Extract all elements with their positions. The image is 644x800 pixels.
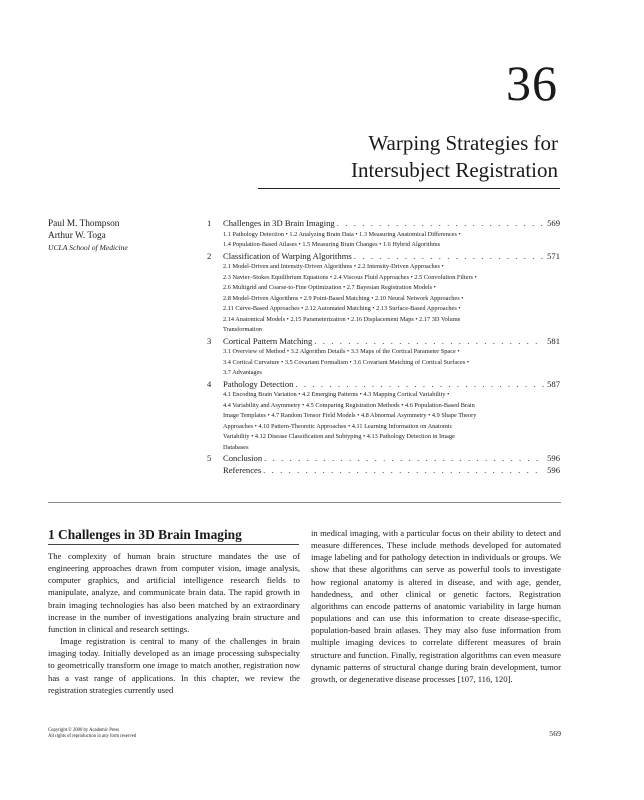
body-paragraph: in medical imaging, with a particular focus on their ability to detect and measure differences. These include methods developed for automated image labeling and for pathology detection in individuals or groups. We show that these algorithms can serve as powerful tools to investigate how regional anatomy is altered in disease, and with age, gender, handedness, and other clinical or genetic factors. Registration algorithms can encode patterns of anatomic variability in large human populations and can use this information to create disease-specific, population-based brain atlases. They may also fuse information from multiple imaging devices to correlate different measures of brain structure and function. Finally, registration algorithms can even measure dynamic patterns of structural change during brain development, tumor growth, or degenerative disease processes [107, 116, 120]. <box>311 528 561 684</box>
toc-subsection-line: 2.11 Curve-Based Approaches • 2.12 Automated Matching • 2.13 Surface-Based Approaches • <box>223 305 461 312</box>
toc-subsection-line: 2.14 Anatomical Models • 2.15 Parameterization • 2.16 Displacement Maps • 2.17 3D Volume <box>223 315 461 323</box>
toc-entry[interactable] <box>207 379 560 454</box>
toc-subsection-line: 2.1 Model-Driven and Intensity-Driven Algorithms • 2.2 Intensity-Driven Approaches • <box>223 263 444 270</box>
toc-entry-page[interactable]: 587 <box>547 378 560 389</box>
toc-subsection-line: 2.3 Navier–Stokes Equilibrium Equations • 2.4 Viscous Fluid Approaches • 2.5 Convolution Filters • <box>223 273 477 281</box>
toc-subsection-line: 2.6 Multigrid and Coarse-to-Fine Optimization • 2.7 Bayesian Registration Models • <box>223 284 436 291</box>
body-paragraph: The complexity of human brain structure mandates the use of engineering approaches drawn from computer vision, image analysis, computer graphics, and artificial intelligence research fields to manipulate, analyze, and communicate brain data. The rapid growth in brain imaging technologies has also been matched by an extraordinary increase in the number of investigations analyzing brain structure and function in clinical and research settings. <box>48 551 300 634</box>
toc-entry-title[interactable]: Conclusion <box>223 453 263 463</box>
toc-entry[interactable] <box>207 465 560 477</box>
toc-subsection-line: Transformation <box>223 326 262 333</box>
toc-entry[interactable] <box>207 336 560 379</box>
toc-dot-leader <box>314 336 544 348</box>
toc-entry-number: 2 <box>207 250 212 261</box>
table-of-contents <box>207 218 560 476</box>
toc-entry-page[interactable]: 569 <box>547 218 560 228</box>
toc-entry-title[interactable]: Cortical Pattern Matching <box>223 335 313 346</box>
toc-subsection-line: 3.7 Advantages <box>223 369 262 376</box>
copyright-notice <box>48 728 136 740</box>
toc-subsection-line: 3.1 Overview of Method • 3.2 Algorithm Details • 3.3 Maps of the Cortical Parameter Space • <box>223 348 460 355</box>
copyright-line: All rights of reproduction in any form reserved <box>48 734 137 739</box>
author-name: Arthur W. Toga <box>48 231 106 241</box>
toc-subsection-line: 4.4 Variability and Asymmetry • 4.5 Comparing Registration Methods • 4.6 Population-Based Brain <box>223 401 475 409</box>
toc-subsection-line: 2.8 Model-Driven Algorithms • 2.9 Point-Based Matching • 2.10 Neural Network Approaches • <box>223 294 464 302</box>
title-divider <box>258 188 560 189</box>
toc-subsection-line: Image Templates • 4.7 Random Tensor Field Models • 4.8 Abnormal Asymmetry • 4.9 Shape Theory <box>223 412 477 419</box>
toc-entry-page[interactable]: 571 <box>547 250 560 261</box>
toc-subsection-line: 1.4 Population-Based Atlases • 1.5 Measuring Brain Changes • 1.6 Hybrid Algorithms <box>223 241 441 248</box>
toc-entry-number: 5 <box>207 453 212 463</box>
copyright-line: Copyright © 2000 by Academic Press <box>48 728 120 733</box>
toc-divider <box>48 502 561 503</box>
body-column-left <box>48 550 300 696</box>
toc-dot-leader <box>264 453 544 465</box>
chapter-title-line-2: Intersubject Registration <box>350 158 558 182</box>
author-affiliation: UCLA School of Medicine <box>48 243 128 252</box>
author-name: Paul M. Thompson <box>48 219 120 229</box>
toc-subsection-line: Variability • 4.12 Disease Classification and Subtyping • 4.13 Pathology Detection in Image <box>223 433 455 440</box>
toc-subsection-line: 1.1 Pathology Detection • 1.2 Analyzing Brain Data • 1.3 Measuring Anatomical Differences • <box>223 230 461 238</box>
toc-dot-leader <box>337 218 544 230</box>
toc-subsection-line: 3.4 Cortical Curvature • 3.5 Covariant Formalism • 3.6 Covariant Matching of Cortical Surfaces • <box>223 358 470 366</box>
toc-entry-page[interactable]: 596 <box>547 453 560 463</box>
chapter-number: 36 <box>506 55 558 111</box>
body-column-right <box>311 527 561 685</box>
section-heading: 1 Challenges in 3D Brain Imaging <box>48 527 242 542</box>
toc-entry-number: 4 <box>207 378 212 389</box>
toc-dot-leader <box>354 251 544 263</box>
toc-subsection-line: Approaches • 4.10 Pattern-Theoretic Approaches • 4.11 Learning Information on Anatomic <box>223 422 453 430</box>
body-paragraph: Image registration is central to many of the challenges in brain imaging today. Initially developed as an image processing subspecialty to geometrically transform one image to match another, registration now has a vast range of applications. In this chapter, we review the registration strategies currently used <box>48 636 300 695</box>
toc-entry-page[interactable]: 596 <box>547 464 560 475</box>
toc-entry-page[interactable]: 581 <box>547 335 560 346</box>
toc-entry-title[interactable]: Classification of Warping Algorithms <box>223 250 352 261</box>
section-heading-rule <box>48 544 299 545</box>
toc-entry-title[interactable]: Pathology Detection <box>223 378 294 389</box>
toc-entry[interactable] <box>207 453 560 465</box>
toc-subsection-line: 4.1 Encoding Brain Variation • 4.2 Emerging Patterns • 4.3 Mapping Cortical Variability • <box>223 391 450 398</box>
author-block <box>48 218 128 253</box>
toc-subsection-line: Databases <box>223 443 249 451</box>
chapter-title-line-1: Warping Strategies for <box>368 131 558 155</box>
toc-dot-leader <box>295 379 544 391</box>
toc-entry[interactable] <box>207 218 560 251</box>
page-number: 569 <box>549 729 561 738</box>
toc-entry-title[interactable]: Challenges in 3D Brain Imaging <box>223 218 335 228</box>
toc-dot-leader <box>263 465 544 477</box>
toc-entry-title[interactable]: References <box>223 464 262 475</box>
toc-entry-number: 3 <box>207 335 212 346</box>
toc-entry-number: 1 <box>207 218 212 228</box>
toc-entry[interactable] <box>207 251 560 336</box>
